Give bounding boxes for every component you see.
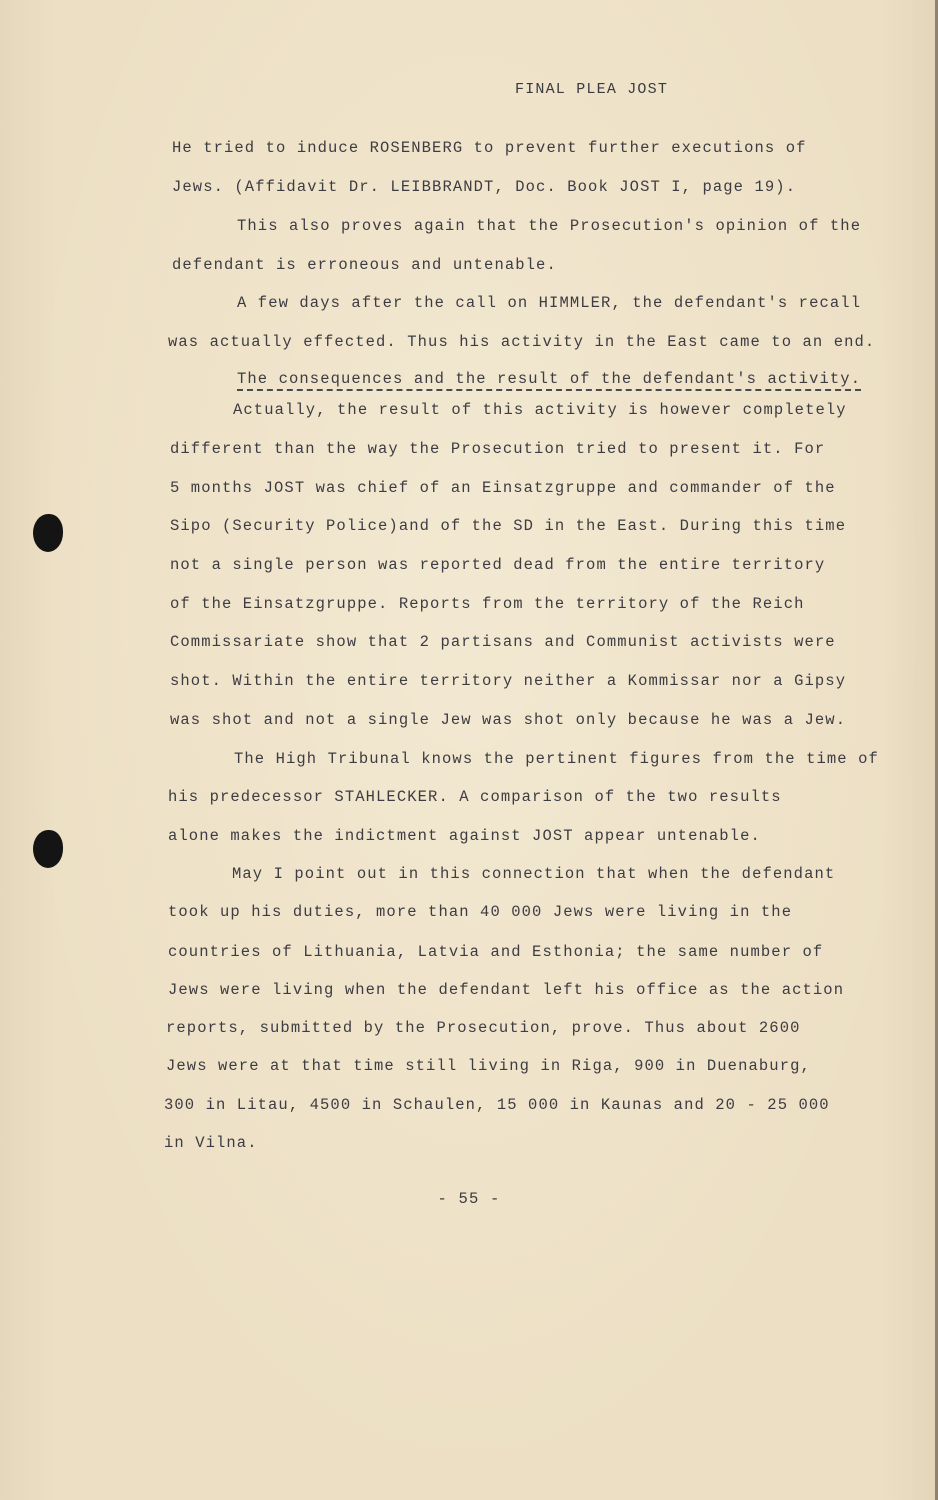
text-line: countries of Lithuania, Latvia and Esthonia; the same number of	[168, 943, 824, 961]
section-heading: The consequences and the result of the defendant's activity.	[237, 370, 861, 391]
text-line: Sipo (Security Police)and of the SD in the East. During this time	[170, 517, 847, 535]
text-line: his predecessor STAHLECKER. A comparison of the two results	[168, 788, 782, 806]
text-line: This also proves again that the Prosecution's opinion of the	[237, 217, 862, 235]
text-line: 5 months JOST was chief of an Einsatzgruppe and commander of the	[170, 479, 836, 497]
page-number: - 55 -	[437, 1190, 501, 1208]
text-line: He tried to induce ROSENBERG to prevent further executions of	[172, 139, 807, 157]
text-line: in Vilna.	[164, 1134, 258, 1152]
text-line: reports, submitted by the Prosecution, prove. Thus about 2600	[166, 1019, 801, 1037]
text-line: was actually effected. Thus his activity in the East came to an end.	[168, 333, 876, 351]
text-line: not a single person was reported dead from the entire territory	[170, 556, 826, 574]
text-line: was shot and not a single Jew was shot only because he was a Jew.	[170, 711, 847, 729]
text-line: alone makes the indictment against JOST appear untenable.	[168, 827, 761, 845]
text-line: A few days after the call on HIMMLER, the defendant's recall	[237, 294, 862, 312]
text-line: The High Tribunal knows the pertinent figures from the time of	[234, 750, 879, 768]
text-line: Jews. (Affidavit Dr. LEIBBRANDT, Doc. Book JOST I, page 19).	[172, 178, 797, 196]
text-line: Commissariate show that 2 partisans and Communist activists were	[170, 633, 836, 651]
text-line: Jews were living when the defendant left his office as the action	[168, 981, 845, 999]
text-line: defendant is erroneous and untenable.	[172, 256, 557, 274]
text-line: different than the way the Prosecution tried to present it. For	[170, 440, 826, 458]
text-line: of the Einsatzgruppe. Reports from the territory of the Reich	[170, 595, 805, 613]
text-line: Actually, the result of this activity is however completely	[233, 401, 847, 419]
text-line: took up his duties, more than 40 000 Jews were living in the	[168, 903, 793, 921]
page-header: FINAL PLEA JOST	[515, 81, 669, 98]
text-line: 300 in Litau, 4500 in Schaulen, 15 000 in Kaunas and 20 - 25 000	[164, 1096, 830, 1114]
text-line: shot. Within the entire territory neither a Kommissar nor a Gipsy	[170, 672, 847, 690]
punch-hole-top	[33, 514, 63, 552]
text-line: Jews were at that time still living in Riga, 900 in Duenaburg,	[166, 1057, 811, 1075]
text-line: May I point out in this connection that when the defendant	[232, 865, 836, 883]
punch-hole-bottom	[33, 830, 63, 868]
